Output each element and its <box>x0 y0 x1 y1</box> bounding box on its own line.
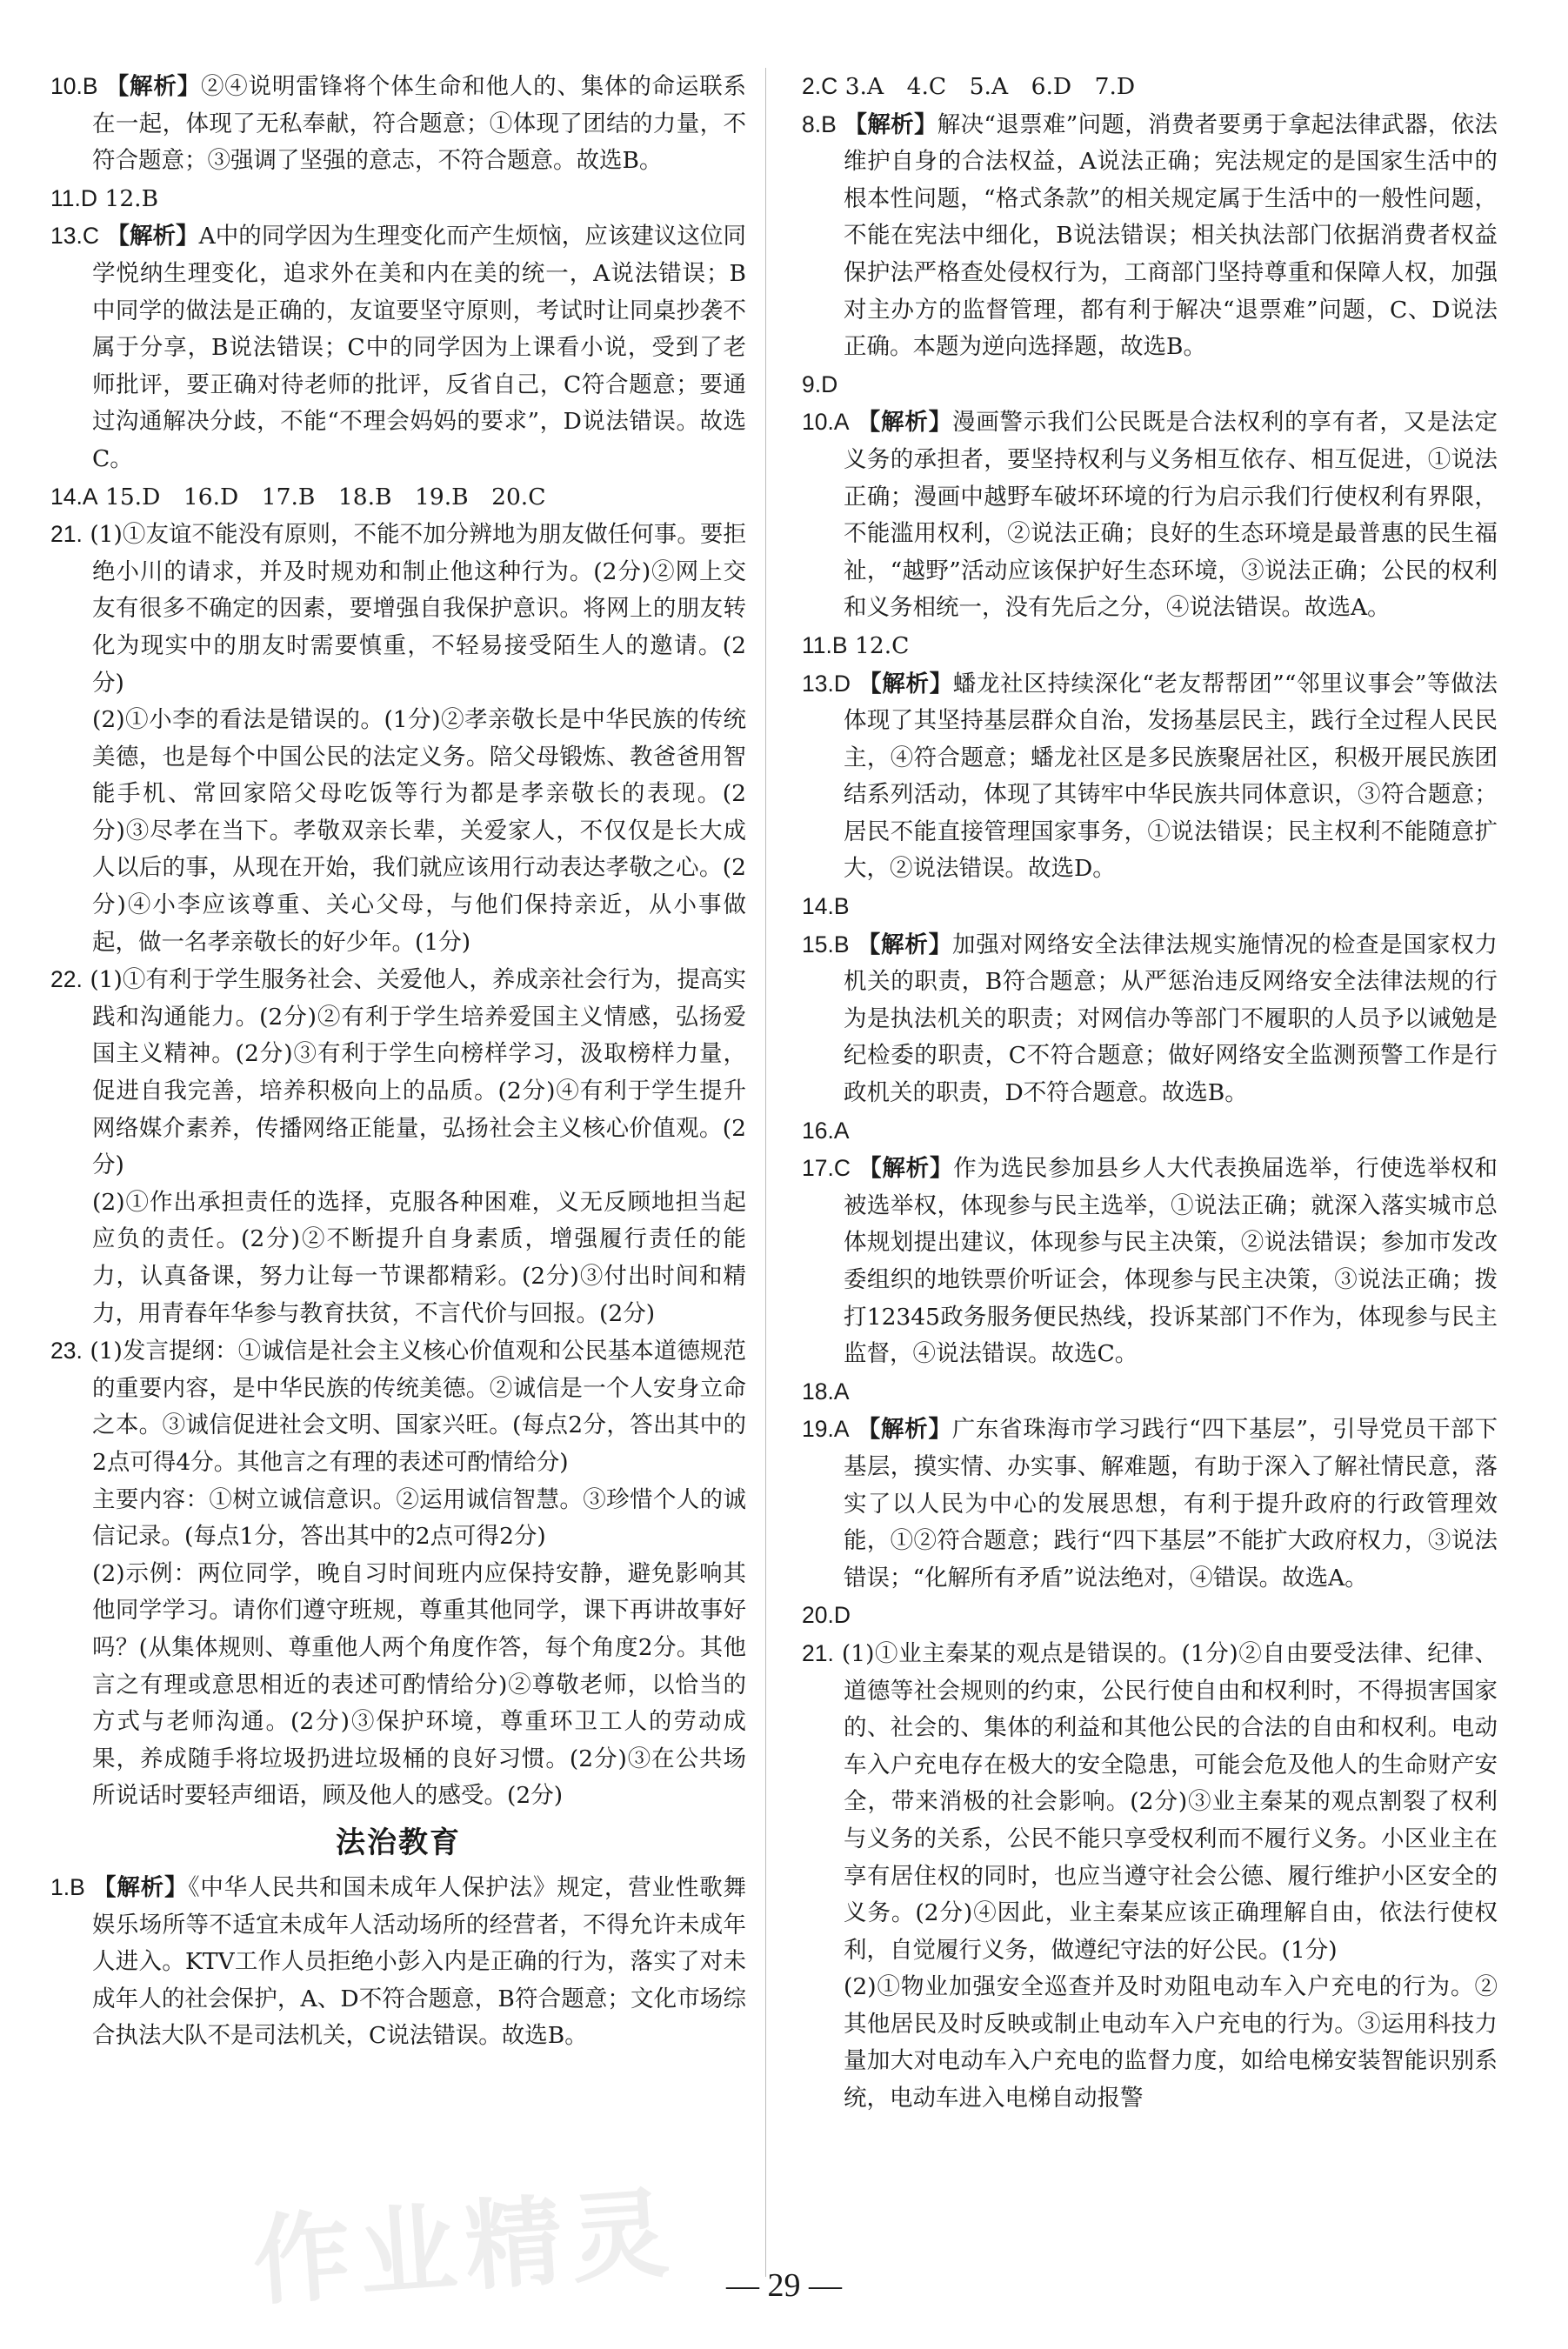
answer-entry <box>802 665 1498 889</box>
answer-text: 作为选民参加县乡人大代表换届选举，行使选举权和被选举权，体现参与民主选举，①说法正确；就深入落实城市总体规划提出建议，体现参与民主决策，②说法错误；参加市发改委组织的地铁票价听证会，体现参与民主决策，③说法正确；拨打12345政务服务便民热线，投诉某部门不作为，体现参与民主监督，④说法错误。故选C。 <box>844 1155 1498 1368</box>
analysis-tag: 【解析】 <box>106 223 199 250</box>
answer-text: 漫画警示我们公民既是合法权利的享有者，又是法定义务的承担者，要坚持权利与义务相互依存、相互促进，①说法正确；漫画中越野车破坏环境的行为启示我们行使权利有界限，不能滥用权利，②说法正确；良好的生态环境是最普惠的民生福祉，“越野”活动应该保护好生态环境，③说法正确；公民的权利和义务相统一，没有先后之分，④说法错误。故选A。 <box>844 409 1498 622</box>
question-number: 19.A <box>802 1416 850 1443</box>
question-number: 10.B <box>50 73 98 99</box>
answer-entry <box>50 1869 746 2055</box>
question-number: 2.C <box>802 73 838 99</box>
answer-entry <box>802 1635 1498 1969</box>
analysis-tag: 【解析】 <box>858 670 953 697</box>
page-number: — 29 — <box>726 2267 842 2304</box>
answer-entry <box>802 1373 1498 1411</box>
analysis-tag: 【解析】 <box>857 931 952 958</box>
answer-entry <box>802 1411 1498 1597</box>
answer-entry <box>50 1332 746 1481</box>
analysis-tag: 【解析】 <box>858 1155 954 1183</box>
answer-entry <box>50 961 746 1185</box>
analysis-tag: 【解析】 <box>844 110 937 138</box>
answer-subpart <box>50 1482 746 1556</box>
answer-entry <box>802 926 1498 1112</box>
answer-entry <box>50 516 746 702</box>
answer-text: (1)①有利于学生服务社会、关爱他人，养成亲社会行为，提高实践和沟通能力。(2分)②有利于学生培养爱国主义情感，弘扬爱国主义精神。(2分)③有利于学生向榜样学习，汲取榜样力量，促进自我完善，培养积极向上的品质。(2分)④有利于学生提升网络媒介素养，传播网络正能量，弘扬社会主义核心价值观。(2分) <box>90 966 746 1179</box>
answer-entry <box>50 217 746 477</box>
answer-entry <box>802 888 1498 926</box>
question-number: 21. <box>802 1639 834 1666</box>
answer-text: (2)①小李的看法是错误的。(1分)②孝亲敬长是中华民族的传统美德，也是每个中国公民的法定义务。陪父母锻炼、教爸爸用智能手机、常回家陪父母吃饭等行为都是孝亲敬长的表现。(2分)③尽孝在当下。孝敬双亲长辈，关爱家人，不仅仅是长大成人以后的事，从现在开始，我们就应该用行动表达孝敬之心。(2分)④小李应该尊重、关心父母，与他们保持亲近，从小事做起，做一名孝亲敬长的好少年。(1分) <box>92 706 746 956</box>
answer-entry <box>802 68 1498 106</box>
answer-text: ②④说明雷锋将个体生命和他人的、集体的命运联系在一起，体现了无私奉献，符合题意；①体现了团结的力量，不符合题意；③强调了坚强的意志，不符合题意。故选B。 <box>92 73 747 175</box>
answer-entry <box>50 68 746 180</box>
question-number: 11.B <box>802 631 848 658</box>
answer-text: (2)示例：两位同学，晚自习时间班内应保持安静，避免影响其他同学学习。请你们遵守班规，尊重其他同学，课下再讲故事好吗？(从集体规则、尊重他人两个角度作答，每个角度2分。其他言之有理或意思相近的表述可酌情给分)②尊敬老师，以恰当的方式与老师沟通。(2分)③保护环境，尊重环卫工人的劳动成果，养成随手将垃圾扔进垃圾桶的良好习惯。(2分)③在公共场所说话时要轻声细语，顾及他人的感受。(2分) <box>92 1559 746 1810</box>
answer-text: 解决“退票难”问题，消费者要勇于拿起法律武器，依法维护自身的合法权益，A说法正确；宪法规定的是国家生活中的根本性问题，“格式条款”的相关规定属于生活中的一般性问题，不能在宪法中细化，B说法错误；相关执法部门依据消费者权益保护法严格查处侵权行为，工商部门坚持尊重和保障人权，加强对主办方的监督管理，都有利于解决“退票难”问题，C、D说法正确。本题为逆向选择题，故选B。 <box>844 110 1498 361</box>
section-title: 法治教育 <box>336 1825 461 1860</box>
answer-text: 3.A 4.C 5.A 6.D 7.D <box>844 73 1136 100</box>
question-number: 1.B <box>50 1873 85 1900</box>
question-number: 15.B <box>802 931 850 958</box>
answer-text: (1)发言提纲：①诚信是社会主义核心价值观和公民基本道德规范的重要内容，是中华民族的传统美德。②诚信是一个人安身立命之本。③诚信促进社会文明、国家兴旺。(每点2分，答出其中的2点可得4分。其他言之有理的表述可酌情给分) <box>90 1338 746 1476</box>
answer-text: 15.D 16.D 17.B 18.B 19.B 20.C <box>104 483 546 511</box>
answer-entry <box>50 478 746 517</box>
question-number: 13.C <box>50 223 99 250</box>
answer-text: 《中华人民共和国未成年人保护法》规定，营业性歌舞娱乐场所等不适宜未成年人活动场所的经营者，不得允许未成年人进入。KTV工作人员拒绝小彭入内是正确的行为，落实了对未成年人的社会保护，A、D不符合题意，B符合题意；文化市场综合执法大队不是司法机关，C说法错误。故选B。 <box>92 1873 746 2050</box>
question-number: 14.A <box>50 483 98 510</box>
answer-text: 广东省珠海市学习践行“四下基层”，引导党员干部下基层，摸实情、办实事、解难题，有助于深入了解社情民意，落实了以人民为中心的发展思想，有利于提升政府的行政管理效能，①②符合题意；践行“四下基层”不能扩大政府权力，③说法错误；“化解所有矛盾”说法绝对，④错误。故选A。 <box>844 1416 1498 1592</box>
question-number: 18.A <box>802 1378 850 1405</box>
answer-text: 蟠龙社区持续深化“老友帮帮团”“邻里议事会”等做法体现了其坚持基层群众自治，发扬基层民主，践行全过程人民民主，④符合题意；蟠龙社区是多民族聚居社区，积极开展民族团结系列活动，体现了其铸牢中华民族共同体意识，③符合题意；居民不能直接管理国家事务，①说法错误；民主权利不能随意扩大，②说法错误。故选D。 <box>844 670 1498 883</box>
column-divider <box>765 68 766 2277</box>
question-number: 10.A <box>802 409 850 436</box>
answer-subpart <box>50 1185 746 1332</box>
answer-entry <box>802 1112 1498 1151</box>
analysis-tag: 【解析】 <box>93 1873 189 1901</box>
left-column <box>50 68 746 2055</box>
answer-text: 主要内容：①树立诚信意识。②运用诚信智慧。③珍惜个人的诚信记录。(每点1分，答出其中的2点可得2分) <box>92 1485 746 1551</box>
question-number: 13.D <box>802 670 851 697</box>
answer-subpart <box>50 702 746 961</box>
right-column <box>802 68 1498 2118</box>
question-number: 14.B <box>802 893 850 920</box>
question-number: 9.D <box>802 370 838 397</box>
answer-entry <box>802 404 1498 627</box>
answer-text: (2)①作出承担责任的选择，克服各种困难，义无反顾地担当起应负的责任。(2分)②不断提升自身素质，增强履行责任的能力，认真备课，努力让每一节课都精彩。(2分)③付出时间和精力，用青春年华参与教育扶贫，不言代价与回报。(2分) <box>92 1188 746 1327</box>
question-number: 21. <box>50 521 83 548</box>
answer-text: (1)①业主秦某的观点是错误的。(1分)②自由要受法律、纪律、道德等社会规则的约束，公民行使自由和权利时，不得损害国家的、社会的、集体的利益和其他公民的合法的自由和权利。电动车入户充电存在极大的安全隐患，可能会危及他人的生命财产安全，带来消极的社会影响。(2分)③业主秦某的观点割裂了权利与义务的关系，公民不能只享受权利而不履行义务。小区业主在享有居住权的同时，也应当遵守社会公德、履行维护小区安全的义务。(2分)④因此，业主秦某应该正确理解自由，依法行使权利，自觉履行义务，做遵纪守法的好公民。(1分) <box>841 1639 1498 1964</box>
answer-text: (1)①友谊不能没有原则，不能不加分辨地为朋友做任何事。要拒绝小川的请求，并及时规劝和制止他这种行为。(2分)②网上交友有很多不确定的因素，要增强自我保护意识。将网上的朋友转化为现实中的朋友时需要慎重，不轻易接受陌生人的邀请。(2分) <box>90 521 746 697</box>
answer-entry <box>802 1597 1498 1635</box>
answer-entry <box>50 180 746 218</box>
answer-entry <box>802 1150 1498 1373</box>
answer-subpart <box>802 1969 1498 2117</box>
answer-entry <box>802 106 1498 366</box>
answer-entry <box>802 366 1498 404</box>
question-number: 16.A <box>802 1117 850 1144</box>
question-number: 8.B <box>802 110 837 137</box>
question-number: 17.C <box>802 1155 851 1182</box>
analysis-tag: 【解析】 <box>105 73 201 100</box>
answer-text: 加强对网络安全法律法规实施情况的检查是国家权力机关的职责，B符合题意；从严惩治违反网络安全法律法规的行为是执法机关的职责；对网信办等部门不履职的人员予以诫勉是纪检委的职责，C不符合题意；做好网络安全监测预警工作是行政机关的职责，D不符合题意。故选B。 <box>844 931 1498 1107</box>
question-number: 23. <box>50 1338 83 1365</box>
analysis-tag: 【解析】 <box>857 1416 952 1444</box>
question-number: 22. <box>50 966 83 993</box>
answer-text: (2)①物业加强安全巡查并及时劝阻电动车入户充电的行为。②其他居民及时反映或制止电动车入户充电的行为。③运用科技力量加大对电动车入户充电的监督力度，如给电梯安装智能识别系统，电动车进入电梯自动报警 <box>844 1973 1498 2112</box>
watermark: 作业精灵 <box>249 2177 681 2319</box>
answer-text: 12.B <box>104 184 159 212</box>
answer-text: A中的同学因为生理变化而产生烦恼，应该建议这位同学悦纳生理变化，追求外在美和内在美的统一，A说法错误；B中同学的做法是正确的，友谊要坚守原则，考试时让同桌抄袭不属于分享，B说法错误；C中的同学因为上课看小说，受到了老师批评，要正确对待老师的批评，反省自己，C符合题意；要通过沟通解决分歧，不能“不理会妈妈的要求”，D说法错误。故选C。 <box>92 223 747 472</box>
answer-text: 12.C <box>855 631 910 659</box>
answer-subpart <box>50 1556 746 1815</box>
answer-entry <box>802 627 1498 665</box>
question-number: 11.D <box>50 184 98 211</box>
question-number: 20.D <box>802 1602 851 1629</box>
analysis-tag: 【解析】 <box>857 409 952 437</box>
